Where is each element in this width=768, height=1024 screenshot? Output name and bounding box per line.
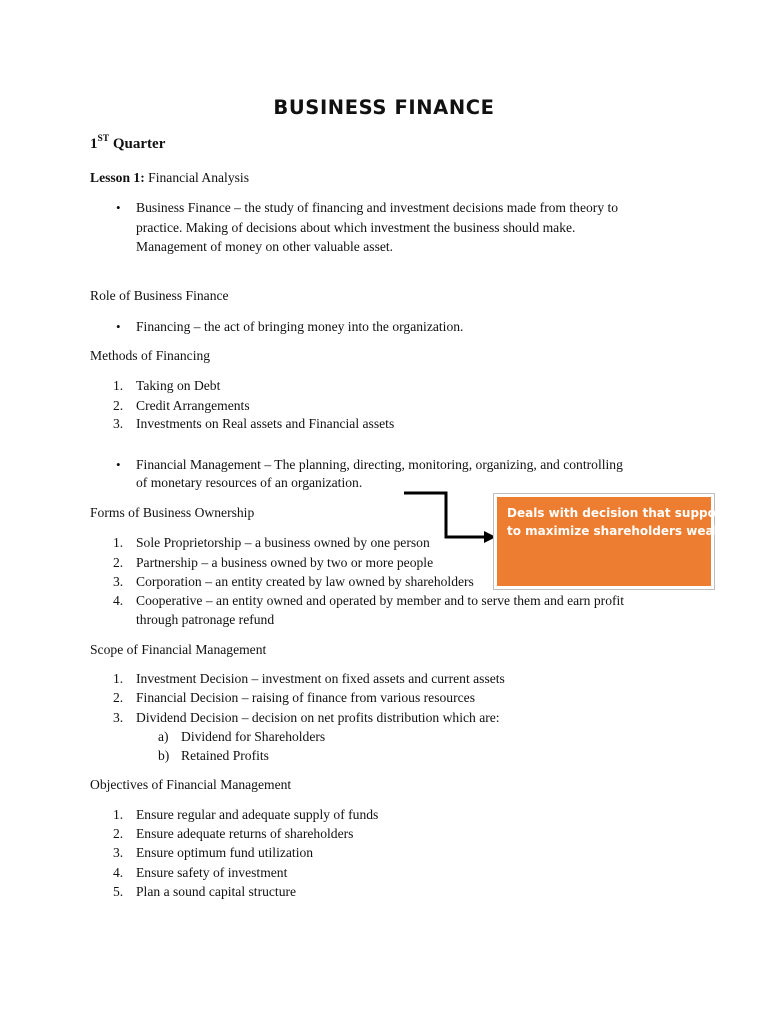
list-item: Corporation – an entity created by law owned by shareholders [136,574,474,589]
list-item-continuation: through patronage refund [136,612,275,627]
lesson-heading [90,168,249,188]
intro-line-1: Business Finance – the study of financing and investment decisions made from theory to [136,200,619,215]
callout-box [497,497,740,586]
sublist-item: Retained Profits [181,748,269,763]
lesson-name: Financial Analysis [148,170,249,185]
quarter-label: Quarter [112,136,166,152]
list-number: 2. [113,826,124,841]
list-number: 1. [113,378,124,393]
document-title: BUSINESS FINANCE [273,96,495,119]
forms-heading: Forms of Business Ownership [90,505,255,520]
intro-line-3: Management of money on other valuable asset. [136,239,394,254]
list-number: 1. [113,671,124,686]
list-number: 2. [113,398,124,413]
list-item: Cooperative – an entity owned and operated by member and to serve them and earn profit [136,593,625,608]
list-item: Dividend Decision – decision on net profits distribution which are: [136,710,500,725]
list-item: Investment Decision – investment on fixed assets and current assets [136,671,505,686]
connector-arrow-icon [400,488,500,548]
fm-line-1: Financial Management – The planning, directing, monitoring, organizing, and controlling [136,457,623,472]
list-item: Investments on Real assets and Financial assets [136,416,395,431]
role-heading: Role of Business Finance [90,288,229,303]
bullet-icon: • [116,319,121,334]
list-number: 3. [113,710,124,725]
sublist-item: Dividend for Shareholders [181,729,326,744]
financing-bullet-text: Financing – the act of bringing money into the organization. [136,319,464,334]
bullet-icon: • [116,200,121,215]
list-number: 3. [113,574,124,589]
list-number: 2. [113,690,124,705]
list-item: Plan a sound capital structure [136,884,297,899]
list-number: 2. [113,555,124,570]
scope-heading: Scope of Financial Management [90,642,267,657]
list-number: 4. [113,593,124,608]
list-number: 1. [113,535,124,550]
list-number: 1. [113,807,124,822]
sublist-letter: a) [158,729,169,744]
list-number: 5. [113,884,124,899]
list-number: 3. [113,416,124,431]
list-item: Ensure adequate returns of shareholders [136,826,354,841]
list-item-clip [136,572,497,592]
list-item: Ensure regular and adequate supply of funds [136,807,379,822]
intro-line-2: practice. Making of decisions about which investment the business should make. [136,220,576,235]
list-item: Partnership – a business owned by two or more people [136,555,434,570]
list-item: Taking on Debt [136,378,221,393]
sublist-letter: b) [158,748,170,763]
callout-line-1: Deals with decision that supposed [507,506,740,520]
callout-line-2: to maximize shareholders wealth. [507,524,737,538]
list-number: 3. [113,845,124,860]
bullet-icon: • [116,457,121,472]
lesson-prefix: Lesson 1: [90,170,145,185]
list-item: Ensure optimum fund utilization [136,845,314,860]
fm-line-2: of monetary resources of an organization. [136,475,363,490]
list-item: Financial Decision – raising of finance from various resources [136,690,475,705]
methods-heading: Methods of Financing [90,348,211,363]
quarter-heading [90,135,165,153]
list-item: Ensure safety of investment [136,865,288,880]
list-item: Sole Proprietorship – a business owned by one person [136,535,430,550]
objectives-heading: Objectives of Financial Management [90,777,292,792]
list-number: 4. [113,865,124,880]
quarter-suffix: ST [97,134,110,144]
quarter-number: 1 [90,136,98,152]
list-item: Credit Arrangements [136,398,250,413]
